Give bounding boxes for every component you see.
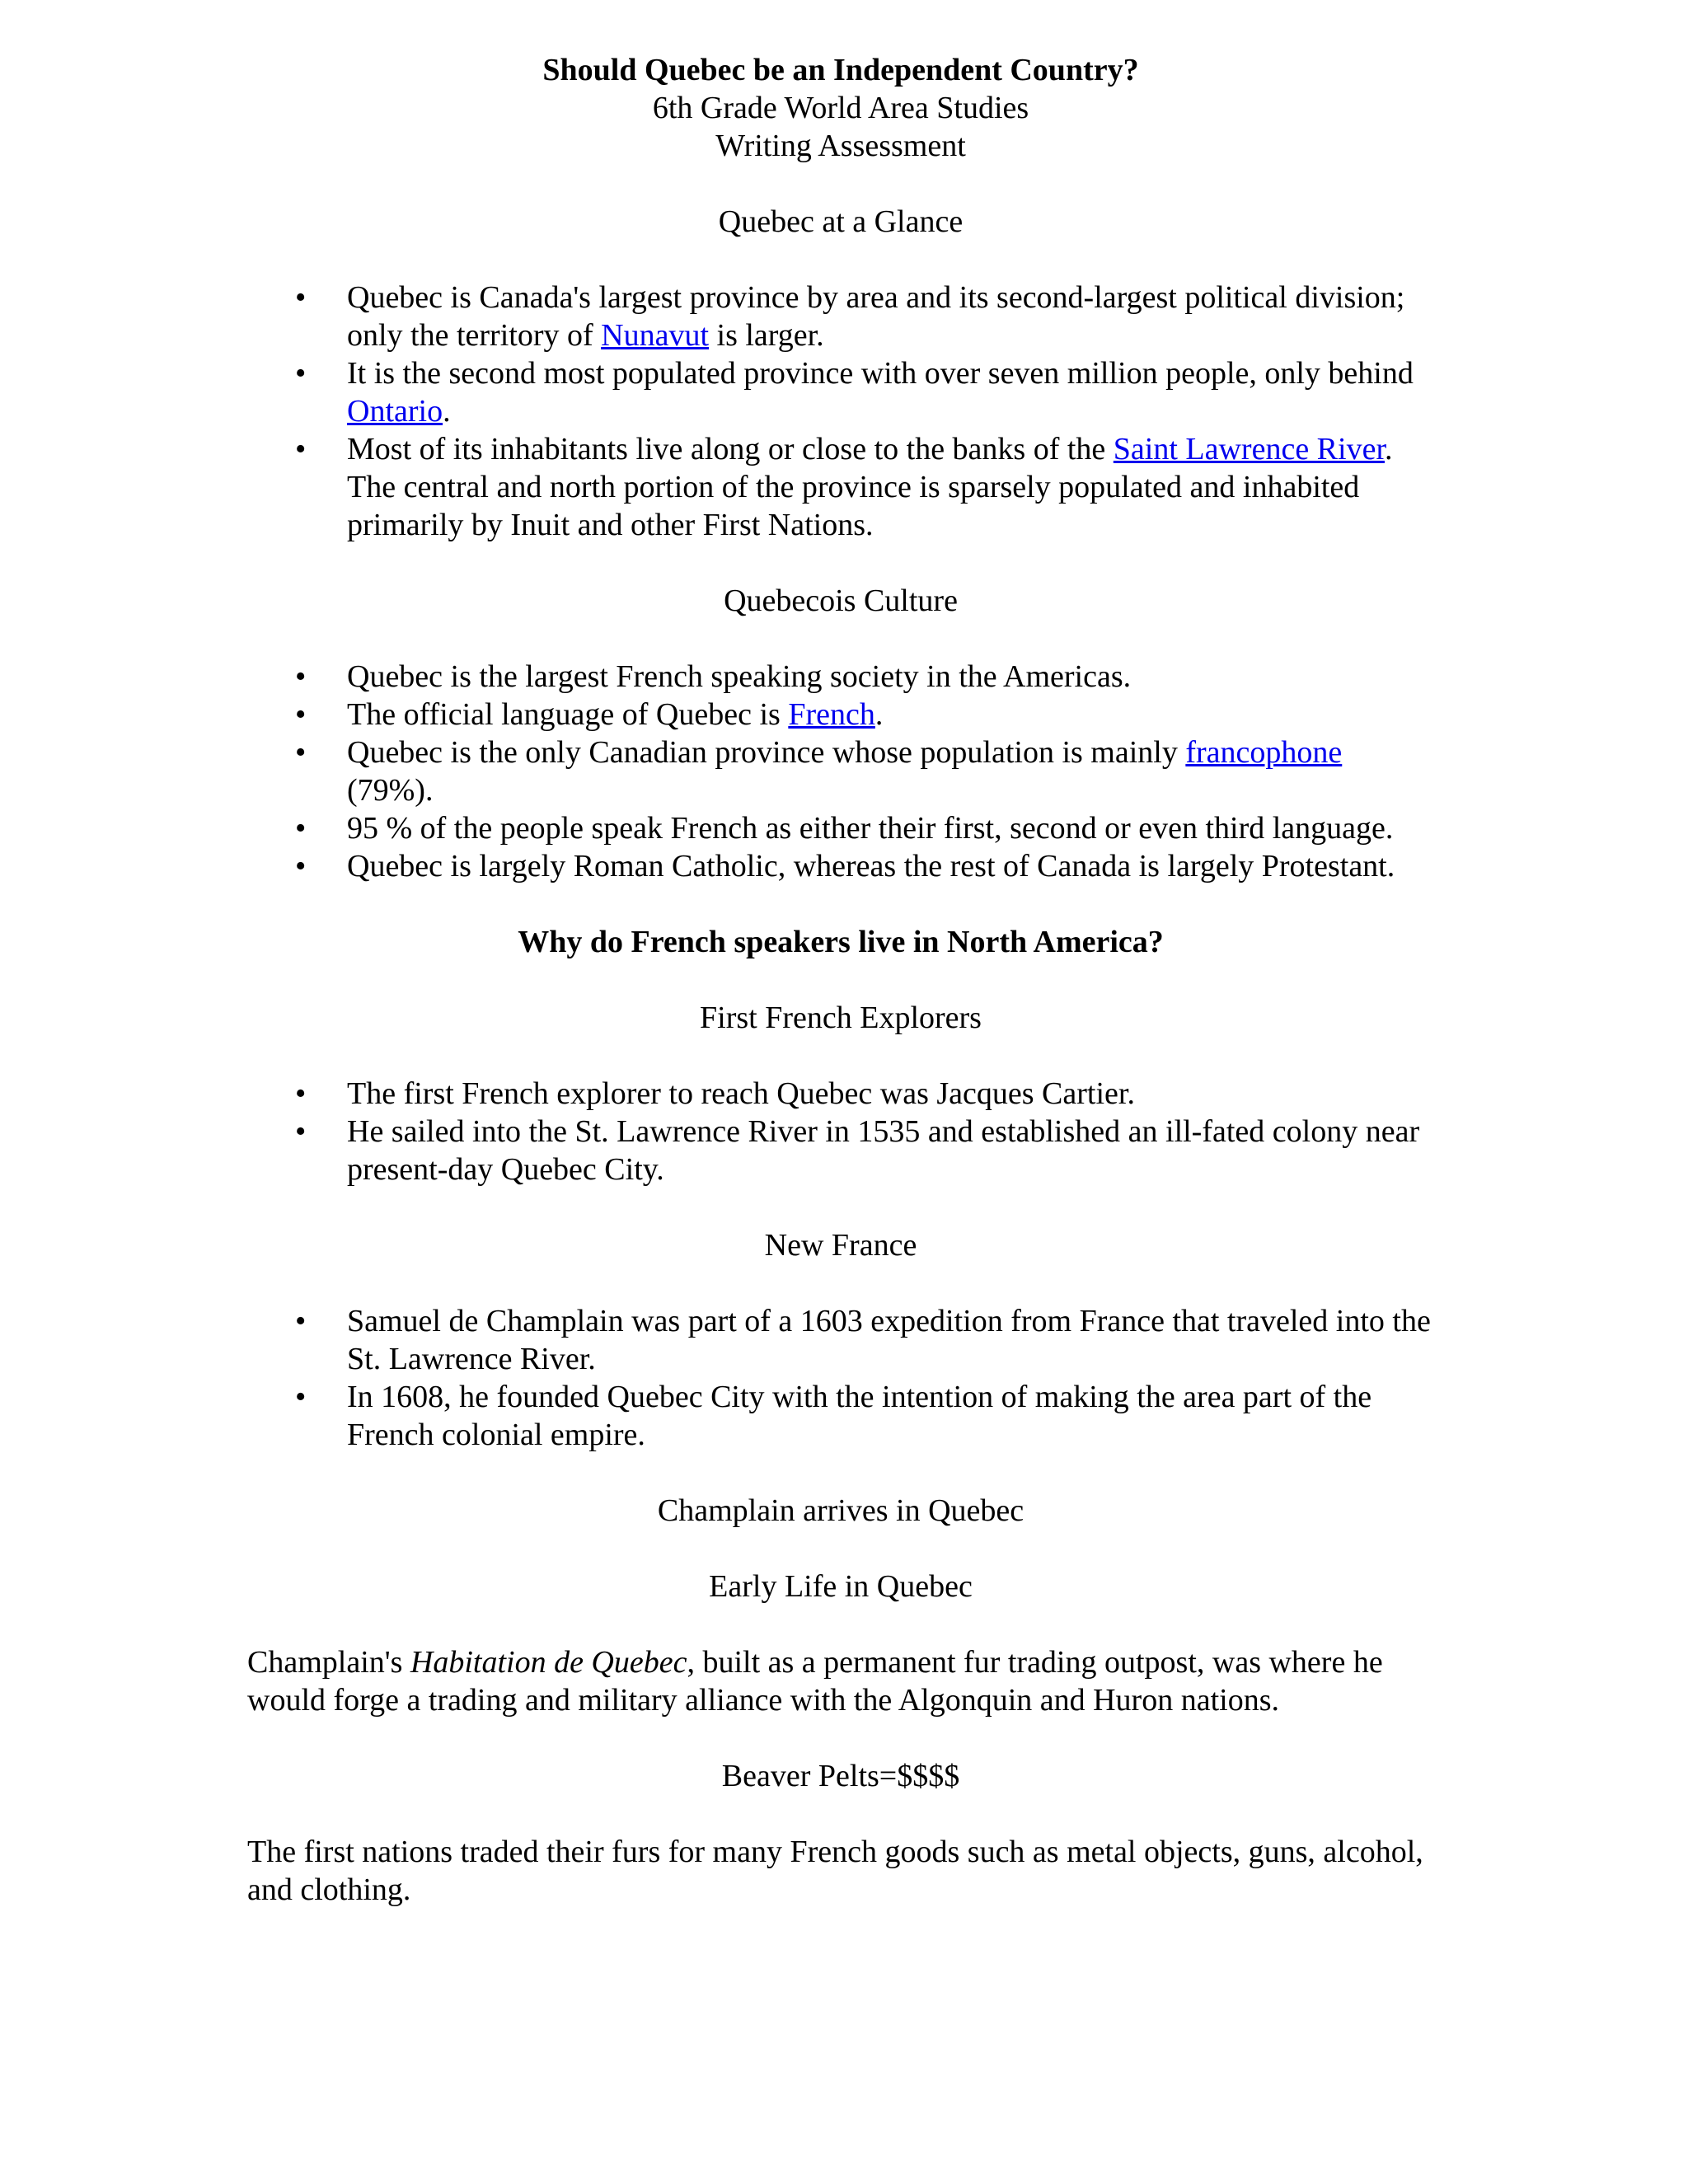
list-item-text: Quebec is the only Canadian province whose population is mainly [347, 735, 1186, 770]
list-item-text: Samuel de Champlain was part of a 1603 expedition from France that traveled into the St. Lawrence River. [347, 1304, 1431, 1376]
spacer [247, 1795, 1434, 1833]
section-heading-why: Why do French speakers live in North America? [518, 925, 1164, 959]
bullet-icon: • [295, 280, 307, 315]
spacer [247, 1530, 1434, 1568]
list-item-text: 95 % of the people speak French as either their first, second or even third language. [347, 811, 1394, 846]
spacer [247, 1719, 1434, 1757]
list-item [247, 430, 1434, 544]
bullet-icon: • [295, 1380, 307, 1414]
glance-list [247, 279, 1434, 544]
bullet-icon: • [295, 1304, 307, 1338]
link-ontario[interactable]: Ontario [347, 394, 443, 429]
section-heading-beaver: Beaver Pelts=$$$$ [721, 1759, 960, 1793]
document-subtitle-course: 6th Grade World Area Studies [652, 91, 1029, 125]
list-item [247, 696, 1434, 733]
document-title: Should Quebec be an Independent Country? [542, 53, 1139, 87]
spacer [247, 1605, 1434, 1643]
bullet-icon: • [295, 659, 307, 694]
list-item-text: Quebec is the largest French speaking society in the Americas. [347, 659, 1132, 694]
list-item-text: . [874, 697, 884, 732]
list-item-text: He sailed into the St. Lawrence River in 1535 and established an ill-fated colony near present-day Quebec City. [347, 1114, 1420, 1187]
bullet-icon: • [295, 735, 307, 770]
bullet-icon: • [295, 1076, 307, 1111]
early-life-paragraph [247, 1643, 1434, 1719]
list-item-text: It is the second most populated province with over seven million people, only behind [347, 356, 1414, 391]
section-heading-culture: Quebecois Culture [724, 583, 958, 618]
spacer [247, 1264, 1434, 1302]
link-nunavut[interactable]: Nunavut [601, 318, 710, 353]
list-item-text: (79%). [347, 773, 434, 808]
section-heading-explorers: First French Explorers [700, 1001, 982, 1035]
list-item [247, 1075, 1434, 1113]
paragraph-text: , built as a permanent fur trading outpost, was where he would forge a trading and military alliance with the Algonquin and Huron nations. [247, 1645, 1383, 1718]
spacer [247, 544, 1434, 582]
list-item [247, 1113, 1434, 1188]
spacer [247, 165, 1434, 203]
document-subtitle-assessment: Writing Assessment [715, 129, 966, 163]
list-item-text: Quebec is Canada's largest province by area and its second-largest political division; only the territory of [347, 280, 1405, 353]
section-heading-champlain: Champlain arrives in Quebec [657, 1493, 1025, 1528]
list-item [247, 658, 1434, 696]
list-item-text: The first French explorer to reach Quebec was Jacques Cartier. [347, 1076, 1135, 1111]
bullet-icon: • [295, 1114, 307, 1149]
spacer [247, 241, 1434, 279]
list-item-text: In 1608, he founded Quebec City with the intention of making the area part of the French colonial empire. [347, 1380, 1372, 1452]
bullet-icon: • [295, 697, 307, 732]
bullet-icon: • [295, 432, 307, 466]
list-item-text: . [443, 394, 451, 429]
list-item [247, 279, 1434, 354]
list-item-text: Most of its inhabitants live along or close to the banks of the [347, 432, 1114, 466]
document-page [247, 51, 1434, 1909]
spacer [247, 885, 1434, 923]
list-item [247, 733, 1434, 809]
section-heading-new-france: New France [764, 1228, 917, 1263]
list-item [247, 1302, 1434, 1378]
new-france-list [247, 1302, 1434, 1454]
list-item [247, 1378, 1434, 1454]
link-francophone[interactable]: francophone [1185, 735, 1343, 770]
list-item [247, 809, 1434, 847]
list-item [247, 354, 1434, 430]
spacer [247, 1188, 1434, 1226]
spacer [247, 620, 1434, 658]
list-item-text: is larger. [709, 318, 824, 353]
link-saint-lawrence-river[interactable]: Saint Lawrence River [1113, 432, 1386, 466]
list-item-text: Quebec is largely Roman Catholic, whereas the rest of Canada is largely Protestant. [347, 849, 1395, 883]
bullet-icon: • [295, 356, 307, 391]
paragraph-text: Champlain's [247, 1645, 410, 1680]
bullet-icon: • [295, 849, 307, 883]
bullet-icon: • [295, 811, 307, 846]
explorers-list [247, 1075, 1434, 1188]
habitation-title: Habitation de Quebec [410, 1645, 687, 1680]
spacer [247, 1454, 1434, 1492]
spacer [247, 1037, 1434, 1075]
section-heading-early-life: Early Life in Quebec [709, 1569, 973, 1604]
link-french[interactable]: French [788, 697, 875, 732]
beaver-paragraph: The first nations traded their furs for many French goods such as metal objects, guns, alcohol, and clothing. [247, 1835, 1423, 1907]
culture-list [247, 658, 1434, 885]
list-item-text: . The central and north portion of the province is sparsely populated and inhabited primarily by Inuit and other First Nations. [347, 432, 1393, 542]
list-item [247, 847, 1434, 885]
list-item-text: The official language of Quebec is [347, 697, 789, 732]
spacer [247, 961, 1434, 999]
section-heading-glance: Quebec at a Glance [718, 204, 964, 239]
